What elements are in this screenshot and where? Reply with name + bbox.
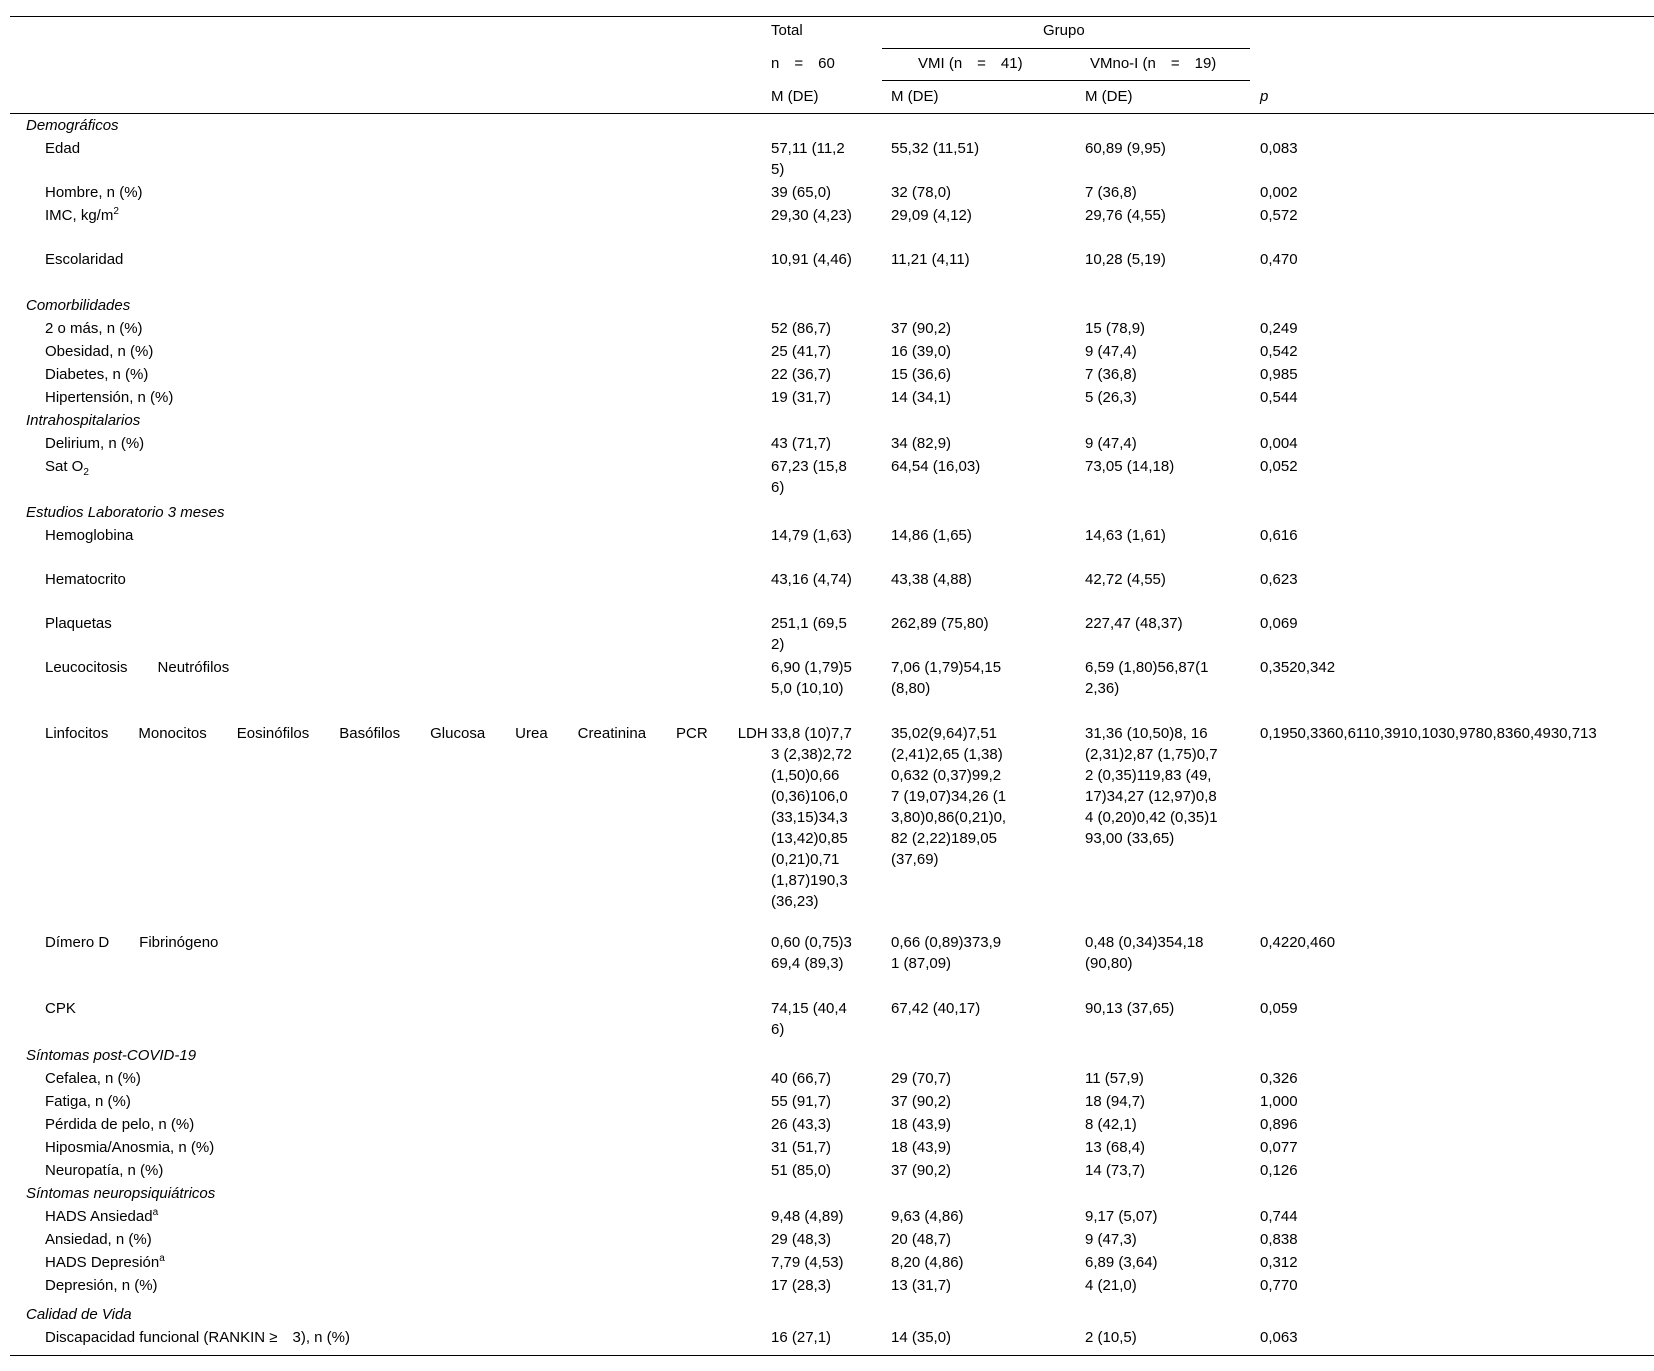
header-p: p — [1260, 88, 1269, 105]
section-demograficos: Demográficos — [26, 117, 119, 134]
cell-total-hads-depresion: 7,79 (4,53) — [771, 1254, 844, 1271]
cell-p-hombre: 0,002 — [1260, 184, 1298, 201]
cell-p-fatiga: 1,000 — [1260, 1093, 1298, 1110]
header-rule — [10, 113, 1654, 114]
row-label-imc: IMC, $kg/m^2$ — [45, 206, 119, 224]
cell-p-cpk: 0,059 — [1260, 1000, 1298, 1017]
cell-vmi-fatiga: 37 (90,2) — [891, 1093, 952, 1110]
cell-p-plaquetas: 0,069 — [1260, 615, 1298, 632]
cell-vmi-neuropatia: 37 (90,2) — [891, 1162, 952, 1179]
cell-total-hemoglobina: 14,79 (1,63) — [771, 527, 852, 544]
header-vmi: VMI (n = 41) — [918, 55, 1023, 72]
cell-total-hematocrito: 43,16 (4,74) — [771, 571, 852, 588]
row-label-discapacidad: Discapacidad funcional (RANKIN ≥ 3), n (%) — [45, 1329, 351, 1346]
cell-total-discapacidad: 16 (27,1) — [771, 1329, 832, 1346]
cell-vmno-ansiedad: 9 (47,3) — [1085, 1231, 1137, 1248]
cell-p-edad: 0,083 — [1260, 140, 1298, 157]
row-label-cefalea: Cefalea, n (%) — [45, 1070, 141, 1087]
row-label-hiposmia: Hiposmia/Anosmia, n (%) — [45, 1139, 215, 1156]
cell-p-sat: 0,052 — [1260, 458, 1298, 475]
cell-vmi-ansiedad: 20 (48,7) — [891, 1231, 952, 1248]
header-vmno: VMno-I (n = 19) — [1090, 55, 1217, 72]
cell-vmno-cefalea: 11 (57,9) — [1085, 1070, 1144, 1087]
cell-vmi-edad: 55,32 (11,51) — [891, 140, 980, 157]
row-label-escolaridad: Escolaridad — [45, 251, 124, 268]
cell-total-delirium: 43 (71,7) — [771, 435, 832, 452]
cell-p-linfocitos: 0,1950,3360,6110,3910,1030,9780,8360,4930,713 — [1260, 725, 1597, 742]
cell-vmno-obesidad: 9 (47,4) — [1085, 343, 1137, 360]
section-neuropsiquiatricos: Síntomas neuropsiquiátricos — [26, 1185, 216, 1202]
cell-vmno-hombre: 7 (36,8) — [1085, 184, 1137, 201]
row-label-pelo: Pérdida de pelo, n (%) — [45, 1116, 195, 1133]
cell-vmi-hiposmia: 18 (43,9) — [891, 1139, 952, 1156]
cell-p-hematocrito: 0,623 — [1260, 571, 1298, 588]
cell-vmno-hematocrito: 42,72 (4,55) — [1085, 571, 1166, 588]
row-label-depresion: Depresión, n (%) — [45, 1277, 158, 1294]
row-label-hads-ansiedad: HADS Ansiedad$^a$ — [45, 1207, 159, 1225]
row-label-hematocrito: Hematocrito — [45, 571, 126, 588]
cell-vmno-linfocitos: 31,36 (10,50)8, 16 (2,31)2,87 (1,75)0,72 (0,35)119,83 (49,17)34,27 (12,97)0,84 (0,20)0,42 (0,35)193,00 (33,65) — [1085, 725, 1218, 847]
cell-vmno-plaquetas: 227,47 (48,37) — [1085, 615, 1183, 632]
cell-vmno-delirium: 9 (47,4) — [1085, 435, 1137, 452]
cell-vmno-pelo: 8 (42,1) — [1085, 1116, 1137, 1133]
cell-vmi-dos-mas: 37 (90,2) — [891, 320, 952, 337]
cell-vmi-sat: 64,54 (16,03) — [891, 458, 981, 475]
section-intrahospitalarios: Intrahospitalarios — [26, 412, 141, 429]
cell-total-ansiedad: 29 (48,3) — [771, 1231, 832, 1248]
cell-total-sat: 67,23 (15,86) — [771, 458, 847, 496]
row-label-plaquetas: Plaquetas — [45, 615, 112, 632]
row-label-edad: Edad — [45, 140, 81, 157]
cell-vmi-plaquetas: 262,89 (75,80) — [891, 615, 989, 632]
row-label-hads-depresion: HADS Depresión$^a$ — [45, 1253, 165, 1271]
cell-vmi-escolaridad: 11,21 (4,11) — [891, 251, 970, 268]
cell-p-depresion: 0,770 — [1260, 1277, 1298, 1294]
cell-p-hiposmia: 0,077 — [1260, 1139, 1298, 1156]
row-label-dos-mas: 2 o más, n (%) — [45, 320, 143, 337]
cell-vmno-discapacidad: 2 (10,5) — [1085, 1329, 1137, 1346]
cell-vmno-hads-depresion: 6,89 (3,64) — [1085, 1254, 1158, 1271]
header-total-n: n = 60 — [771, 55, 835, 72]
cell-total-depresion: 17 (28,3) — [771, 1277, 832, 1294]
cell-vmno-sat: 73,05 (14,18) — [1085, 458, 1175, 475]
cell-p-hipertension: 0,544 — [1260, 389, 1298, 406]
cell-vmno-hiposmia: 13 (68,4) — [1085, 1139, 1146, 1156]
subgroup-rule — [882, 80, 1250, 81]
cell-p-dos-mas: 0,249 — [1260, 320, 1298, 337]
top-rule — [10, 16, 1654, 17]
cell-vmi-hemoglobina: 14,86 (1,65) — [891, 527, 972, 544]
cell-vmi-hipertension: 14 (34,1) — [891, 389, 952, 406]
row-label-obesidad: Obesidad, n (%) — [45, 343, 154, 360]
cell-vmi-diabetes: 15 (36,6) — [891, 366, 952, 383]
cell-p-ansiedad: 0,838 — [1260, 1231, 1298, 1248]
cell-total-pelo: 26 (43,3) — [771, 1116, 832, 1133]
cell-p-escolaridad: 0,470 — [1260, 251, 1298, 268]
header-mde-vmno: M (DE) — [1085, 88, 1133, 105]
cell-vmi-cpk: 67,42 (40,17) — [891, 1000, 981, 1017]
cell-p-neuropatia: 0,126 — [1260, 1162, 1298, 1179]
cell-vmi-imc: 29,09 (4,12) — [891, 207, 972, 224]
cell-vmno-fatiga: 18 (94,7) — [1085, 1093, 1146, 1110]
cell-p-diabetes: 0,985 — [1260, 366, 1298, 383]
row-label-ansiedad: Ansiedad, n (%) — [45, 1231, 152, 1248]
cell-vmno-hads-ansiedad: 9,17 (5,07) — [1085, 1208, 1158, 1225]
cell-total-hads-ansiedad: 9,48 (4,89) — [771, 1208, 844, 1225]
cell-p-delirium: 0,004 — [1260, 435, 1298, 452]
cell-total-fatiga: 55 (91,7) — [771, 1093, 832, 1110]
cell-vmi-hombre: 32 (78,0) — [891, 184, 952, 201]
cell-p-obesidad: 0,542 — [1260, 343, 1298, 360]
row-label-linfocitos: Linfocitos Monocitos Eosinófilos Basófilos Glucosa Urea Creatinina PCR LDH — [45, 725, 768, 742]
cell-vmi-hads-depresion: 8,20 (4,86) — [891, 1254, 964, 1271]
header-total: Total — [771, 22, 803, 39]
section-comorbilidades: Comorbilidades — [26, 297, 131, 314]
row-label-hemoglobina: Hemoglobina — [45, 527, 134, 544]
cell-vmi-dimero: 0,66 (0,89)373,91 (87,09) — [891, 934, 1002, 972]
bottom-rule — [10, 1355, 1654, 1356]
cell-total-plaquetas: 251,1 (69,52) — [771, 615, 847, 653]
cell-vmno-escolaridad: 10,28 (5,19) — [1085, 251, 1166, 268]
cell-p-hads-ansiedad: 0,744 — [1260, 1208, 1298, 1225]
cell-vmno-depresion: 4 (21,0) — [1085, 1277, 1137, 1294]
cell-vmno-dos-mas: 15 (78,9) — [1085, 320, 1146, 337]
cell-total-dos-mas: 52 (86,7) — [771, 320, 832, 337]
cell-total-obesidad: 25 (41,7) — [771, 343, 832, 360]
header-mde-total: M (DE) — [771, 88, 819, 105]
cell-vmi-hematocrito: 43,38 (4,88) — [891, 571, 972, 588]
cell-total-hiposmia: 31 (51,7) — [771, 1139, 832, 1156]
cell-vmi-hads-ansiedad: 9,63 (4,86) — [891, 1208, 964, 1225]
cell-vmi-pelo: 18 (43,9) — [891, 1116, 952, 1133]
cell-p-hemoglobina: 0,616 — [1260, 527, 1298, 544]
cell-p-hads-depresion: 0,312 — [1260, 1254, 1298, 1271]
cell-vmi-linfocitos: 35,02(9,64)7,51 (2,41)2,65 (1,38)0,632 (0,37)99,27 (19,07)34,26 (13,80)0,86(0,21)0,82 (2,22)189,05 (37,69) — [891, 725, 1007, 868]
cell-vmno-hipertension: 5 (26,3) — [1085, 389, 1137, 406]
cell-vmno-imc: 29,76 (4,55) — [1085, 207, 1166, 224]
row-label-sat: Sat $O_2$ — [45, 458, 89, 478]
cell-total-neuropatia: 51 (85,0) — [771, 1162, 832, 1179]
row-label-dimero: Dímero D Fibrinógeno — [45, 934, 219, 951]
section-post-covid: Síntomas post-COVID-19 — [26, 1047, 197, 1064]
cell-p-dimero: 0,4220,460 — [1260, 934, 1336, 951]
cell-total-imc: 29,30 (4,23) — [771, 207, 852, 224]
cell-vmi-discapacidad: 14 (35,0) — [891, 1329, 952, 1346]
header-mde-vmi: M (DE) — [891, 88, 939, 105]
row-label-cpk: CPK — [45, 1000, 76, 1017]
cell-vmi-cefalea: 29 (70,7) — [891, 1070, 952, 1087]
cell-p-leucocitosis: 0,3520,342 — [1260, 659, 1336, 676]
cell-total-hombre: 39 (65,0) — [771, 184, 832, 201]
cell-p-cefalea: 0,326 — [1260, 1070, 1298, 1087]
cell-vmi-delirium: 34 (82,9) — [891, 435, 952, 452]
cell-vmno-leucocitosis: 6,59 (1,80)56,87(12,36) — [1085, 659, 1209, 697]
cell-vmi-depresion: 13 (31,7) — [891, 1277, 952, 1294]
cell-total-escolaridad: 10,91 (4,46) — [771, 251, 852, 268]
cell-vmno-diabetes: 7 (36,8) — [1085, 366, 1137, 383]
cell-total-hipertension: 19 (31,7) — [771, 389, 832, 406]
cell-total-cpk: 74,15 (40,46) — [771, 1000, 847, 1038]
row-label-neuropatia: Neuropatía, n (%) — [45, 1162, 164, 1179]
row-label-leucocitosis: Leucocitosis Neutrófilos — [45, 659, 230, 676]
row-label-delirium: Delirium, n (%) — [45, 435, 145, 452]
header-grupo: Grupo — [1043, 22, 1085, 39]
cell-p-pelo: 0,896 — [1260, 1116, 1298, 1133]
cell-vmno-edad: 60,89 (9,95) — [1085, 140, 1166, 157]
row-label-hipertension: Hipertensión, n (%) — [45, 389, 174, 406]
cell-vmno-hemoglobina: 14,63 (1,61) — [1085, 527, 1166, 544]
row-label-diabetes: Diabetes, n (%) — [45, 366, 149, 383]
cell-total-edad: 57,11 (11,25) — [771, 140, 845, 178]
row-label-hombre: Hombre, n (%) — [45, 184, 143, 201]
cell-total-cefalea: 40 (66,7) — [771, 1070, 832, 1087]
section-laboratorio: Estudios Laboratorio 3 meses — [26, 504, 225, 521]
cell-vmno-neuropatia: 14 (73,7) — [1085, 1162, 1146, 1179]
cell-total-leucocitosis: 6,90 (1,79)55,0 (10,10) — [771, 659, 852, 697]
cell-vmi-leucocitosis: 7,06 (1,79)54,15(8,80) — [891, 659, 1002, 697]
cell-vmno-cpk: 90,13 (37,65) — [1085, 1000, 1175, 1017]
cell-vmi-obesidad: 16 (39,0) — [891, 343, 952, 360]
grupo-rule — [882, 48, 1250, 49]
row-label-fatiga: Fatiga, n (%) — [45, 1093, 131, 1110]
cell-vmno-dimero: 0,48 (0,34)354,18 (90,80) — [1085, 934, 1204, 972]
cell-total-diabetes: 22 (36,7) — [771, 366, 832, 383]
section-calidad-vida: Calidad de Vida — [26, 1306, 132, 1323]
cell-total-dimero: 0,60 (0,75)369,4 (89,3) — [771, 934, 852, 972]
cell-p-discapacidad: 0,063 — [1260, 1329, 1298, 1346]
cell-total-linfocitos: 33,8 (10)7,73 (2,38)2,72 (1,50)0,66 (0,36)106,0 (33,15)34,3 (13,42)0,85 (0,21)0,71 (1,87)190,3 (36,23) — [771, 725, 852, 910]
cell-p-imc: 0,572 — [1260, 207, 1298, 224]
